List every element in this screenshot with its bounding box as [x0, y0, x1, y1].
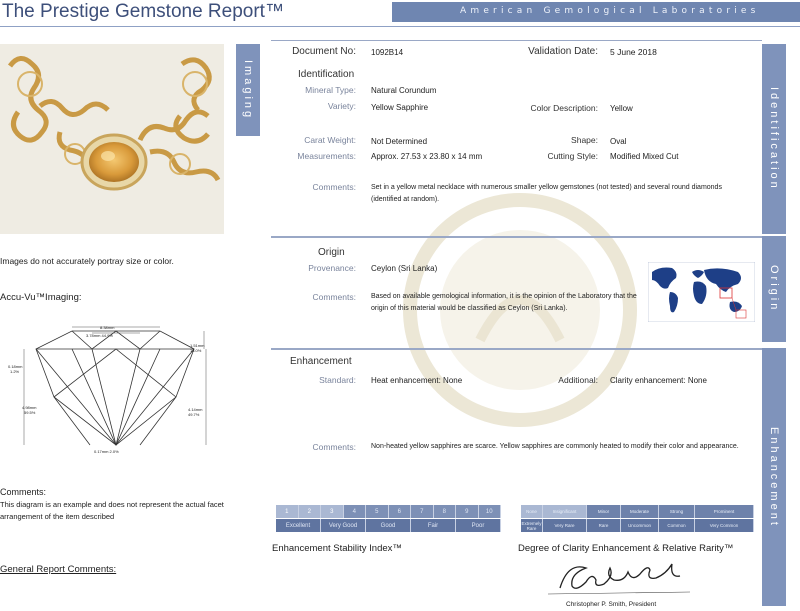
stability-grade: Excellent — [276, 519, 321, 532]
validation-date-label: Validation Date: — [528, 46, 598, 57]
enhancement-tab-label: Enhancement — [768, 426, 780, 528]
header-rule — [0, 26, 800, 27]
comments-title: Comments: — [0, 487, 47, 497]
clarity-degree: None — [521, 505, 543, 518]
identification-tab-label: Identification — [768, 87, 780, 191]
clarity-degree: Prominent — [695, 505, 754, 518]
identification-comments-label: Comments: — [312, 182, 356, 192]
cutting-style: Modified Mixed Cut — [610, 152, 679, 161]
cutting-style-label: Cutting Style: — [547, 151, 598, 161]
enhancement-comments-label: Comments: — [312, 442, 356, 452]
mineral-type-label: Mineral Type: — [305, 85, 356, 95]
origin-comments-label: Comments: — [312, 292, 356, 302]
stability-grade: Good — [366, 519, 411, 532]
stability-grades — [276, 519, 501, 532]
additional: Clarity enhancement: None — [610, 376, 707, 385]
variety: Yellow Sapphire — [371, 103, 429, 112]
clarity-degree: Strong — [659, 505, 695, 518]
additional-label: Additional: — [558, 375, 598, 385]
diagram-pavilion-left: 4.98mm — [22, 405, 37, 410]
provenance-label: Provenance: — [308, 263, 356, 273]
president-signature — [540, 558, 710, 600]
diagram-crown-height: 0.18mm — [8, 364, 23, 369]
clarity-rarity: Uncommon — [621, 519, 659, 532]
facet-diagram — [0, 325, 230, 455]
color-description-label: Color Description: — [530, 103, 598, 113]
stability-number: 10 — [479, 505, 502, 518]
origin-section-title: Origin — [318, 247, 345, 258]
enhancement-section-title: Enhancement — [290, 356, 352, 367]
clarity-bottom-row — [521, 519, 754, 532]
identification-tab — [762, 44, 786, 234]
standard-label: Standard: — [319, 375, 356, 385]
carat-weight: Not Determined — [371, 137, 428, 146]
stability-number: 5 — [366, 505, 389, 518]
validation-date: 5 June 2018 — [610, 47, 657, 57]
stability-grade: Poor — [456, 519, 501, 532]
lab-name-band — [392, 2, 800, 22]
clarity-top-row — [521, 505, 754, 518]
identification-section-title: Identification — [298, 69, 355, 80]
variety-label: Variety: — [327, 101, 356, 111]
world-map — [648, 262, 755, 322]
stability-number: 4 — [344, 505, 367, 518]
identification-comments: Set in a yellow metal necklace with numerous smaller yellow gemstones (not tested) and several round diamonds (identified at random). — [371, 184, 722, 203]
stability-number: 7 — [411, 505, 434, 518]
photo-disclaimer: Images do not accurately portray size or color. — [0, 256, 174, 266]
diagram-pavilion-right-pct: 49.7% — [188, 412, 200, 417]
diagram-top-width: 8.38mm — [100, 325, 115, 330]
document-no-label: Document No: — [292, 46, 356, 57]
enhancement-panel — [271, 348, 762, 498]
shape-label: Shape: — [571, 135, 598, 145]
document-no: 1092B14 — [371, 48, 404, 57]
diagram-comments: This diagram is an example and does not represent the actual facet arrangement of the item described — [0, 500, 224, 521]
carat-weight-label: Carat Weight: — [304, 135, 356, 145]
origin-comments: Based on available gemological information, it is the opinion of the Laboratory that the origin of this material would be classified as Ceylon (Sri Lanka). — [371, 293, 637, 312]
enhancement-comments: Non-heated yellow sapphires are scarce. Yellow sapphires are commonly heated to modify their color and appearance. — [371, 443, 739, 450]
stability-grade: Fair — [411, 519, 456, 532]
accu-vu-title: Accu-Vu™Imaging: — [0, 292, 82, 303]
origin-tab — [762, 236, 786, 342]
standard: Heat enhancement: None — [371, 376, 463, 385]
measurements: Approx. 27.53 x 23.80 x 14 mm — [371, 152, 483, 161]
clarity-degree: Minor — [587, 505, 621, 518]
clarity-rarity: Very Rare — [543, 519, 587, 532]
general-comments-title: General Report Comments: — [0, 564, 117, 575]
clarity-degree: Insignificant — [543, 505, 587, 518]
clarity-rarity: Extremely Rare — [521, 520, 542, 531]
stability-grade: Very Good — [321, 519, 366, 532]
stability-number: 8 — [434, 505, 457, 518]
clarity-rarity: Common — [659, 519, 695, 532]
report-header — [0, 0, 800, 30]
stability-number: 3 — [321, 505, 344, 518]
provenance: Ceylon (Sri Lanka) — [371, 264, 438, 273]
clarity-title: Degree of Clarity Enhancement & Relative Rarity™ — [518, 543, 734, 554]
diagram-right-height: 1.51mm — [190, 343, 205, 348]
imaging-tab-label: Imaging — [242, 59, 254, 121]
clarity-rarity: Rare — [587, 519, 621, 532]
president-name: Christopher P. Smith, President — [566, 601, 657, 608]
color-description: Yellow — [610, 104, 633, 113]
diagram-crown-pct: 1.2% — [10, 369, 20, 374]
origin-tab-label: Origin — [768, 265, 780, 313]
report-title: The Prestige Gemstone Report™ — [2, 1, 284, 22]
measurements-label: Measurements: — [297, 151, 356, 161]
stability-numbers — [276, 505, 501, 518]
diagram-table: 3.78mm 44.9% — [86, 333, 113, 338]
diagram-pavilion-right: 4.14mm — [188, 407, 203, 412]
diagram-culet: 0.17mm 2.0% — [94, 449, 119, 454]
stability-number: 1 — [276, 505, 299, 518]
clarity-degree: Moderate — [621, 505, 659, 518]
stability-number: 6 — [389, 505, 412, 518]
imaging-tab — [236, 44, 260, 136]
diagram-right-pct: 18.0% — [190, 348, 202, 353]
lab-name: American Gemological Laboratories — [460, 6, 760, 16]
diagram-pavilion-left-pct: 59.5% — [24, 410, 36, 415]
stability-title: Enhancement Stability Index™ — [272, 543, 402, 554]
stability-number: 9 — [456, 505, 479, 518]
clarity-rarity: Very Common — [695, 519, 754, 532]
mineral-type: Natural Corundum — [371, 86, 437, 95]
gemstone-photo — [0, 44, 224, 234]
stability-number: 2 — [299, 505, 322, 518]
enhancement-tab — [762, 348, 786, 606]
shape: Oval — [610, 137, 627, 146]
